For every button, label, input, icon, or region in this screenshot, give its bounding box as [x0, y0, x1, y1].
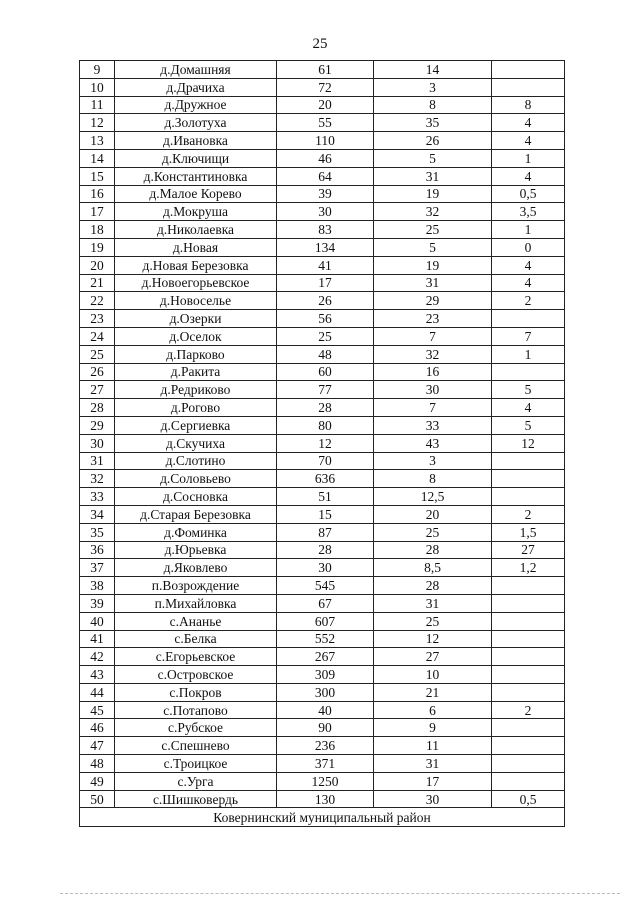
value-2-cell: 33: [374, 416, 492, 434]
value-2-cell: 28: [374, 577, 492, 595]
value-3-cell: 3,5: [492, 203, 565, 221]
value-3-cell: [492, 666, 565, 684]
row-number-cell: 15: [80, 167, 115, 185]
settlement-name-cell: д.Новая: [115, 238, 277, 256]
value-1-cell: 300: [277, 683, 374, 701]
value-1-cell: 236: [277, 737, 374, 755]
row-number-cell: 43: [80, 666, 115, 684]
value-1-cell: 30: [277, 203, 374, 221]
value-3-cell: [492, 737, 565, 755]
settlement-name-cell: д.Малое Корево: [115, 185, 277, 203]
row-number-cell: 26: [80, 363, 115, 381]
settlement-name-cell: д.Домашняя: [115, 61, 277, 79]
value-1-cell: 30: [277, 559, 374, 577]
row-number-cell: 48: [80, 755, 115, 773]
value-1-cell: 46: [277, 149, 374, 167]
value-2-cell: 20: [374, 505, 492, 523]
value-1-cell: 87: [277, 523, 374, 541]
settlement-name-cell: д.Золотуха: [115, 114, 277, 132]
settlement-name-cell: с.Урга: [115, 772, 277, 790]
value-2-cell: 6: [374, 701, 492, 719]
table-row: [80, 363, 565, 381]
value-3-cell: 1,5: [492, 523, 565, 541]
data-table: [79, 60, 565, 827]
value-3-cell: [492, 683, 565, 701]
row-number-cell: 47: [80, 737, 115, 755]
settlement-name-cell: с.Троицкое: [115, 755, 277, 773]
table-row: [80, 505, 565, 523]
row-number-cell: 32: [80, 470, 115, 488]
table-row: [80, 683, 565, 701]
row-number-cell: 19: [80, 238, 115, 256]
value-3-cell: 4: [492, 256, 565, 274]
row-number-cell: 41: [80, 630, 115, 648]
table-row: [80, 648, 565, 666]
value-2-cell: 21: [374, 683, 492, 701]
value-2-cell: 3: [374, 452, 492, 470]
value-2-cell: 8,5: [374, 559, 492, 577]
page-bottom-divider: [60, 893, 620, 894]
row-number-cell: 33: [80, 488, 115, 506]
value-3-cell: 1: [492, 345, 565, 363]
settlement-name-cell: д.Сергиевка: [115, 416, 277, 434]
value-1-cell: 77: [277, 381, 374, 399]
value-2-cell: 43: [374, 434, 492, 452]
value-3-cell: [492, 78, 565, 96]
table-row: [80, 149, 565, 167]
row-number-cell: 16: [80, 185, 115, 203]
page-number: 25: [312, 36, 328, 52]
value-2-cell: 30: [374, 790, 492, 808]
table-body: [80, 61, 565, 827]
settlement-name-cell: д.Парково: [115, 345, 277, 363]
value-1-cell: 48: [277, 345, 374, 363]
table-row: [80, 594, 565, 612]
value-2-cell: 12: [374, 630, 492, 648]
row-number-cell: 14: [80, 149, 115, 167]
settlement-name-cell: д.Скучиха: [115, 434, 277, 452]
table-row: [80, 61, 565, 79]
value-2-cell: 7: [374, 327, 492, 345]
table-row: [80, 523, 565, 541]
settlement-name-cell: д.Юрьевка: [115, 541, 277, 559]
value-1-cell: 20: [277, 96, 374, 114]
value-1-cell: 17: [277, 274, 374, 292]
row-number-cell: 27: [80, 381, 115, 399]
value-1-cell: 28: [277, 399, 374, 417]
row-number-cell: 49: [80, 772, 115, 790]
row-number-cell: 29: [80, 416, 115, 434]
settlement-name-cell: п.Возрождение: [115, 577, 277, 595]
table-row: [80, 772, 565, 790]
value-3-cell: 4: [492, 114, 565, 132]
value-3-cell: 2: [492, 701, 565, 719]
settlement-name-cell: д.Оселок: [115, 327, 277, 345]
value-3-cell: [492, 310, 565, 328]
table-row: [80, 790, 565, 808]
row-number-cell: 18: [80, 221, 115, 239]
value-3-cell: 4: [492, 132, 565, 150]
value-1-cell: 12: [277, 434, 374, 452]
value-3-cell: 1: [492, 149, 565, 167]
value-3-cell: 4: [492, 274, 565, 292]
value-3-cell: 0,5: [492, 790, 565, 808]
value-2-cell: 25: [374, 612, 492, 630]
value-2-cell: 29: [374, 292, 492, 310]
value-1-cell: 61: [277, 61, 374, 79]
row-number-cell: 39: [80, 594, 115, 612]
row-number-cell: 36: [80, 541, 115, 559]
value-3-cell: [492, 452, 565, 470]
value-1-cell: 130: [277, 790, 374, 808]
settlement-name-cell: с.Покров: [115, 683, 277, 701]
table-row: [80, 185, 565, 203]
value-2-cell: 31: [374, 274, 492, 292]
table-row: [80, 345, 565, 363]
settlement-name-cell: с.Островское: [115, 666, 277, 684]
section-row: [80, 808, 565, 827]
table-row: [80, 274, 565, 292]
settlement-name-cell: д.Константиновка: [115, 167, 277, 185]
value-3-cell: [492, 577, 565, 595]
row-number-cell: 46: [80, 719, 115, 737]
value-2-cell: 26: [374, 132, 492, 150]
settlement-name-cell: с.Егорьевское: [115, 648, 277, 666]
value-2-cell: 14: [374, 61, 492, 79]
value-1-cell: 70: [277, 452, 374, 470]
value-1-cell: 64: [277, 167, 374, 185]
table-row: [80, 666, 565, 684]
value-1-cell: 90: [277, 719, 374, 737]
value-2-cell: 3: [374, 78, 492, 96]
settlement-name-cell: д.Дружное: [115, 96, 277, 114]
value-3-cell: [492, 755, 565, 773]
settlement-name-cell: д.Новая Березовка: [115, 256, 277, 274]
value-1-cell: 134: [277, 238, 374, 256]
value-3-cell: 4: [492, 167, 565, 185]
value-2-cell: 12,5: [374, 488, 492, 506]
value-3-cell: [492, 648, 565, 666]
value-2-cell: 17: [374, 772, 492, 790]
value-2-cell: 23: [374, 310, 492, 328]
value-1-cell: 28: [277, 541, 374, 559]
table-row: [80, 434, 565, 452]
settlement-name-cell: с.Рубское: [115, 719, 277, 737]
value-2-cell: 31: [374, 755, 492, 773]
value-3-cell: 4: [492, 399, 565, 417]
table-row: [80, 327, 565, 345]
settlement-name-cell: д.Фоминка: [115, 523, 277, 541]
row-number-cell: 35: [80, 523, 115, 541]
table-row: [80, 96, 565, 114]
value-1-cell: 51: [277, 488, 374, 506]
row-number-cell: 28: [80, 399, 115, 417]
value-1-cell: 267: [277, 648, 374, 666]
value-3-cell: [492, 61, 565, 79]
table-row: [80, 416, 565, 434]
value-2-cell: 16: [374, 363, 492, 381]
value-2-cell: 7: [374, 399, 492, 417]
value-1-cell: 41: [277, 256, 374, 274]
value-3-cell: [492, 612, 565, 630]
value-3-cell: 5: [492, 416, 565, 434]
section-title: Ковернинский муниципальный район: [80, 808, 565, 827]
value-1-cell: 607: [277, 612, 374, 630]
row-number-cell: 25: [80, 345, 115, 363]
value-2-cell: 35: [374, 114, 492, 132]
row-number-cell: 30: [80, 434, 115, 452]
value-3-cell: [492, 594, 565, 612]
value-2-cell: 11: [374, 737, 492, 755]
table-row: [80, 221, 565, 239]
value-3-cell: 27: [492, 541, 565, 559]
value-1-cell: 15: [277, 505, 374, 523]
value-1-cell: 309: [277, 666, 374, 684]
settlement-name-cell: с.Спешнево: [115, 737, 277, 755]
value-1-cell: 26: [277, 292, 374, 310]
value-2-cell: 19: [374, 256, 492, 274]
row-number-cell: 40: [80, 612, 115, 630]
settlement-name-cell: д.Ивановка: [115, 132, 277, 150]
value-3-cell: 12: [492, 434, 565, 452]
settlement-name-cell: д.Редриково: [115, 381, 277, 399]
value-2-cell: 30: [374, 381, 492, 399]
value-1-cell: 55: [277, 114, 374, 132]
settlement-name-cell: д.Ключищи: [115, 149, 277, 167]
table-row: [80, 452, 565, 470]
table-row: [80, 238, 565, 256]
value-1-cell: 60: [277, 363, 374, 381]
value-2-cell: 27: [374, 648, 492, 666]
value-2-cell: 32: [374, 203, 492, 221]
settlement-name-cell: д.Озерки: [115, 310, 277, 328]
value-2-cell: 5: [374, 149, 492, 167]
value-1-cell: 636: [277, 470, 374, 488]
row-number-cell: 17: [80, 203, 115, 221]
table-row: [80, 381, 565, 399]
table-row: [80, 470, 565, 488]
settlement-name-cell: д.Новоегорьевское: [115, 274, 277, 292]
value-1-cell: 1250: [277, 772, 374, 790]
row-number-cell: 45: [80, 701, 115, 719]
value-3-cell: 1,2: [492, 559, 565, 577]
value-2-cell: 19: [374, 185, 492, 203]
settlement-name-cell: д.Новоселье: [115, 292, 277, 310]
value-1-cell: 80: [277, 416, 374, 434]
value-2-cell: 10: [374, 666, 492, 684]
table-row: [80, 559, 565, 577]
value-1-cell: 25: [277, 327, 374, 345]
table-row: [80, 132, 565, 150]
value-2-cell: 32: [374, 345, 492, 363]
row-number-cell: 50: [80, 790, 115, 808]
value-1-cell: 371: [277, 755, 374, 773]
settlement-name-cell: с.Ананье: [115, 612, 277, 630]
row-number-cell: 11: [80, 96, 115, 114]
value-1-cell: 67: [277, 594, 374, 612]
settlement-name-cell: д.Рогово: [115, 399, 277, 417]
settlement-name-cell: д.Старая Березовка: [115, 505, 277, 523]
value-3-cell: 0: [492, 238, 565, 256]
row-number-cell: 13: [80, 132, 115, 150]
value-1-cell: 72: [277, 78, 374, 96]
settlement-name-cell: с.Потапово: [115, 701, 277, 719]
value-3-cell: 7: [492, 327, 565, 345]
row-number-cell: 12: [80, 114, 115, 132]
value-3-cell: 2: [492, 505, 565, 523]
row-number-cell: 24: [80, 327, 115, 345]
row-number-cell: 21: [80, 274, 115, 292]
value-3-cell: [492, 719, 565, 737]
value-3-cell: [492, 470, 565, 488]
table-row: [80, 203, 565, 221]
table-row: [80, 541, 565, 559]
table-row: [80, 292, 565, 310]
settlement-name-cell: с.Шишковердь: [115, 790, 277, 808]
value-2-cell: 9: [374, 719, 492, 737]
settlement-name-cell: д.Мокруша: [115, 203, 277, 221]
table-row: [80, 577, 565, 595]
settlement-name-cell: д.Сосновка: [115, 488, 277, 506]
value-1-cell: 39: [277, 185, 374, 203]
row-number-cell: 44: [80, 683, 115, 701]
table-row: [80, 167, 565, 185]
value-3-cell: 8: [492, 96, 565, 114]
row-number-cell: 9: [80, 61, 115, 79]
value-3-cell: 1: [492, 221, 565, 239]
value-3-cell: [492, 363, 565, 381]
value-3-cell: 2: [492, 292, 565, 310]
value-3-cell: [492, 488, 565, 506]
value-3-cell: 5: [492, 381, 565, 399]
table-row: [80, 114, 565, 132]
settlement-name-cell: д.Ракита: [115, 363, 277, 381]
settlement-name-cell: д.Слотино: [115, 452, 277, 470]
settlement-name-cell: д.Яковлево: [115, 559, 277, 577]
value-3-cell: [492, 630, 565, 648]
table-row: [80, 755, 565, 773]
table-row: [80, 701, 565, 719]
table-row: [80, 612, 565, 630]
table-row: [80, 78, 565, 96]
value-2-cell: 25: [374, 523, 492, 541]
row-number-cell: 22: [80, 292, 115, 310]
table-row: [80, 630, 565, 648]
value-2-cell: 28: [374, 541, 492, 559]
value-2-cell: 5: [374, 238, 492, 256]
settlement-name-cell: д.Николаевка: [115, 221, 277, 239]
table-row: [80, 399, 565, 417]
row-number-cell: 10: [80, 78, 115, 96]
value-1-cell: 56: [277, 310, 374, 328]
table-row: [80, 737, 565, 755]
value-2-cell: 25: [374, 221, 492, 239]
settlement-name-cell: д.Драчиха: [115, 78, 277, 96]
row-number-cell: 37: [80, 559, 115, 577]
row-number-cell: 31: [80, 452, 115, 470]
value-1-cell: 552: [277, 630, 374, 648]
value-2-cell: 8: [374, 470, 492, 488]
value-3-cell: [492, 772, 565, 790]
value-2-cell: 31: [374, 167, 492, 185]
table-row: [80, 488, 565, 506]
value-2-cell: 31: [374, 594, 492, 612]
value-1-cell: 545: [277, 577, 374, 595]
settlement-name-cell: с.Белка: [115, 630, 277, 648]
value-1-cell: 110: [277, 132, 374, 150]
table-row: [80, 256, 565, 274]
row-number-cell: 23: [80, 310, 115, 328]
value-3-cell: 0,5: [492, 185, 565, 203]
value-2-cell: 8: [374, 96, 492, 114]
row-number-cell: 42: [80, 648, 115, 666]
row-number-cell: 38: [80, 577, 115, 595]
value-1-cell: 40: [277, 701, 374, 719]
table-row: [80, 719, 565, 737]
table-row: [80, 310, 565, 328]
row-number-cell: 34: [80, 505, 115, 523]
row-number-cell: 20: [80, 256, 115, 274]
value-1-cell: 83: [277, 221, 374, 239]
settlement-name-cell: д.Соловьево: [115, 470, 277, 488]
settlement-name-cell: п.Михайловка: [115, 594, 277, 612]
